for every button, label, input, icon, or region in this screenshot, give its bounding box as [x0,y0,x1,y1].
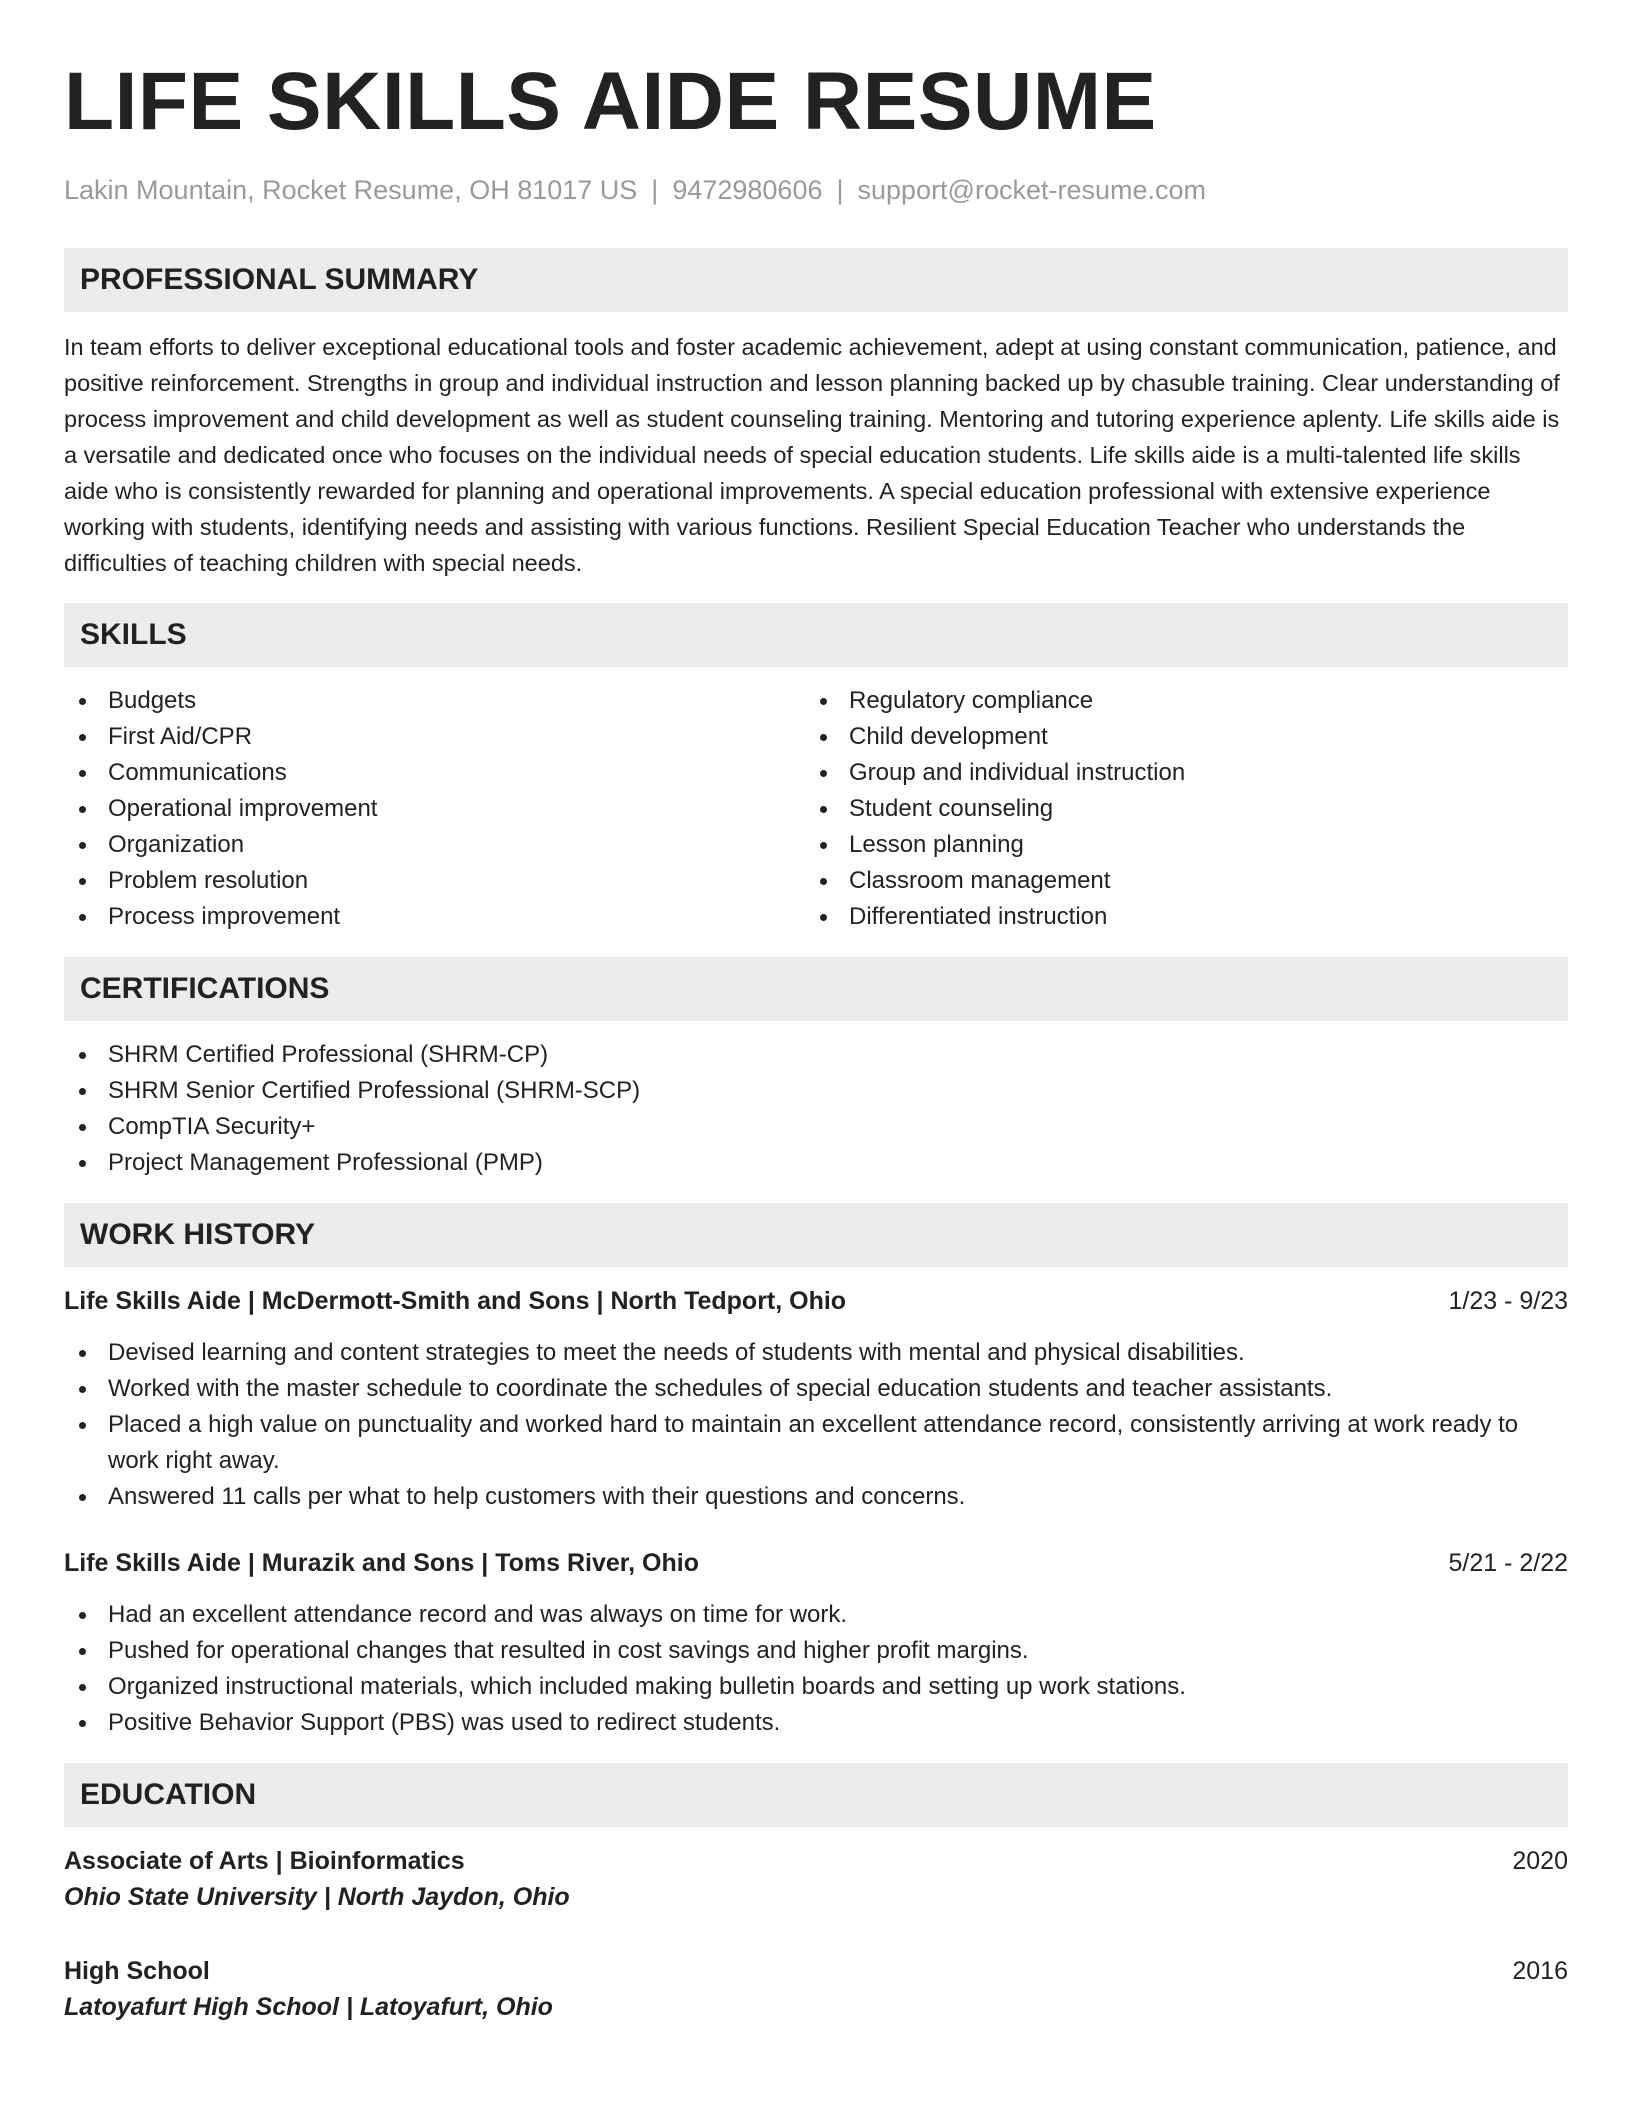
contact-phone: 9472980606 [672,175,823,205]
job-bullet: Had an excellent attendance record and was always on time for work. [64,1597,1568,1633]
job-header [64,1545,1568,1581]
education-header [64,1843,1568,1879]
job-bullet: Placed a high value on punctuality and worked hard to maintain an excellent attendance record, consistently arriving at work ready to work right away. [64,1407,1568,1479]
job-dates: 1/23 - 9/23 [1448,1287,1568,1315]
job-entry [64,1283,1568,1515]
skill-item: Child development [805,719,1546,755]
education-entry [64,1843,1568,1915]
job-title: Life Skills Aide | McDermott-Smith and Sons | North Tedport, Ohio [64,1287,847,1315]
skill-item: Classroom management [805,863,1546,899]
certifications-list [64,1037,1568,1181]
skills-list-left [64,683,805,935]
skill-item: Differentiated instruction [805,899,1546,935]
education-degree: Associate of Arts | Bioinformatics [64,1847,465,1875]
certification-item: CompTIA Security+ [64,1109,1568,1145]
certification-item: SHRM Certified Professional (SHRM-CP) [64,1037,1568,1073]
work-history-heading: WORK HISTORY [64,1203,1568,1267]
skill-item: Operational improvement [64,791,805,827]
education-header [64,1953,1568,1989]
education-year: 2016 [1512,1957,1568,1985]
job-bullet: Answered 11 calls per what to help customers with their questions and concerns. [64,1479,1568,1515]
contact-email: support@rocket-resume.com [857,175,1207,205]
education-heading: EDUCATION [64,1763,1568,1827]
skill-item: Regulatory compliance [805,683,1546,719]
skills-list-right [805,683,1546,935]
job-bullet: Positive Behavior Support (PBS) was used to redirect students. [64,1705,1568,1741]
job-entry [64,1545,1568,1741]
summary-heading: PROFESSIONAL SUMMARY [64,248,1568,312]
skills-columns [64,683,1568,935]
skill-item: Problem resolution [64,863,805,899]
job-title: Life Skills Aide | Murazik and Sons | Toms River, Ohio [64,1549,699,1577]
education-year: 2020 [1512,1847,1568,1875]
education-school: Ohio State University | North Jaydon, Ohio [64,1883,570,1911]
job-bullets [64,1335,1568,1515]
job-header [64,1283,1568,1319]
job-bullets [64,1597,1568,1741]
skill-item: First Aid/CPR [64,719,805,755]
job-dates: 5/21 - 2/22 [1448,1549,1568,1577]
skill-item: Organization [64,827,805,863]
job-bullet: Devised learning and content strategies to meet the needs of students with mental and physical disabilities. [64,1335,1568,1371]
contact-separator: | [836,175,844,205]
contact-separator: | [651,175,659,205]
education-entry [64,1953,1568,2025]
summary-text: In team efforts to deliver exceptional educational tools and foster academic achievement, adept at using constant communication, patience, and positive reinforcement. Strengths in group and individual instruction and lesson planning backed up by chasuble training. Clear understanding of process improvement and child development as well as student counseling training. Mentoring and tutoring experience aplenty. Life skills aide is a versatile and dedicated once who focuses on the individual needs of special education students. Life skills aide is a multi-talented life skills aide who is consistently rewarded for planning and operational improvements. A special education professional with extensive experience working with students, identifying needs and assisting with various functions. Resilient Special Education Teacher who understands the difficulties of teaching children with special needs. [64,334,1560,576]
skill-item: Budgets [64,683,805,719]
job-bullet: Pushed for operational changes that resulted in cost savings and higher profit margins. [64,1633,1568,1669]
certification-item: Project Management Professional (PMP) [64,1145,1568,1181]
job-bullet: Organized instructional materials, which included making bulletin boards and setting up work stations. [64,1669,1568,1705]
skill-item: Lesson planning [805,827,1546,863]
education-degree: High School [64,1957,210,1985]
certification-item: SHRM Senior Certified Professional (SHRM-SCP) [64,1073,1568,1109]
education-school: Latoyafurt High School | Latoyafurt, Ohio [64,1993,553,2021]
certifications-heading: CERTIFICATIONS [64,957,1568,1021]
skill-item: Communications [64,755,805,791]
skill-item: Group and individual instruction [805,755,1546,791]
job-bullet: Worked with the master schedule to coordinate the schedules of special education students and teacher assistants. [64,1371,1568,1407]
contact-address: Lakin Mountain, Rocket Resume, OH 81017 US [64,175,638,205]
skill-item: Student counseling [805,791,1546,827]
skill-item: Process improvement [64,899,805,935]
resume-title: LIFE SKILLS AIDE RESUME [64,56,1157,147]
skills-heading: SKILLS [64,603,1568,667]
contact-line [64,172,1568,208]
